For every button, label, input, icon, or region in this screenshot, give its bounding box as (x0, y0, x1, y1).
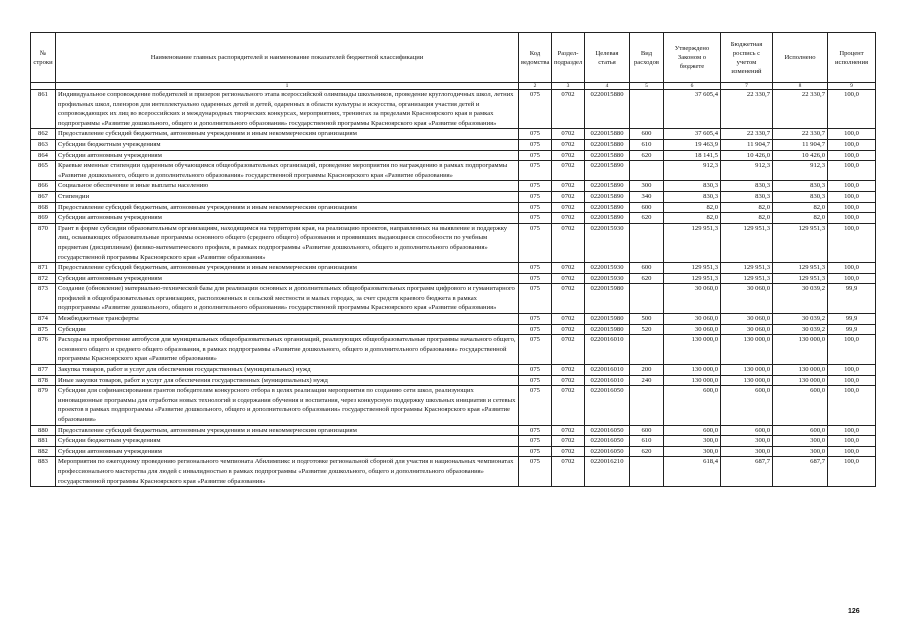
row-dept-code: 075 (519, 365, 552, 376)
row-number: 879 (31, 386, 56, 425)
row-target-article: 0220015890 (585, 191, 630, 202)
row-percent: 100,0 (828, 273, 876, 284)
table-row (31, 335, 876, 365)
row-approved: 130 000,0 (664, 335, 721, 365)
row-percent: 100,0 (828, 446, 876, 457)
row-section: 0702 (552, 375, 585, 386)
column-number (31, 83, 56, 90)
row-percent: 100,0 (828, 335, 876, 365)
row-target-article: 0220016010 (585, 335, 630, 365)
row-target-article: 0220015890 (585, 181, 630, 192)
row-expense-type (630, 90, 664, 129)
row-executed: 130 000,0 (773, 335, 828, 365)
row-executed: 830,3 (773, 191, 828, 202)
row-approved: 300,0 (664, 446, 721, 457)
row-executed: 129 951,3 (773, 273, 828, 284)
row-schedule: 300,0 (721, 436, 773, 447)
row-schedule: 129 951,3 (721, 223, 773, 262)
column-number: 4 (585, 83, 630, 90)
row-name: Субсидии автономным учреждениям (56, 446, 519, 457)
page-number: 126 (848, 608, 860, 615)
row-target-article: 0220015880 (585, 139, 630, 150)
row-expense-type (630, 161, 664, 181)
row-percent: 100,0 (828, 213, 876, 224)
row-section: 0702 (552, 223, 585, 262)
row-number: 864 (31, 150, 56, 161)
row-target-article: 0220015930 (585, 223, 630, 262)
row-number: 877 (31, 365, 56, 376)
row-section: 0702 (552, 150, 585, 161)
row-executed: 82,0 (773, 202, 828, 213)
row-executed: 30 039,2 (773, 284, 828, 314)
row-dept-code: 075 (519, 436, 552, 447)
row-expense-type (630, 284, 664, 314)
table-row (31, 191, 876, 202)
row-target-article: 0220016010 (585, 365, 630, 376)
row-name: Иные закупки товаров, работ и услуг для обеспечения государственных (муниципальных) нужд (56, 375, 519, 386)
row-section: 0702 (552, 386, 585, 425)
column-number: 6 (664, 83, 721, 90)
row-approved: 30 060,0 (664, 324, 721, 335)
row-section: 0702 (552, 457, 585, 487)
row-percent: 100,0 (828, 161, 876, 181)
row-section: 0702 (552, 161, 585, 181)
row-schedule: 830,3 (721, 191, 773, 202)
row-expense-type: 500 (630, 314, 664, 325)
row-approved: 30 060,0 (664, 284, 721, 314)
row-expense-type (630, 386, 664, 425)
row-executed: 129 951,3 (773, 263, 828, 274)
row-dept-code: 075 (519, 90, 552, 129)
row-schedule: 129 951,3 (721, 273, 773, 284)
row-name: Стипендии (56, 191, 519, 202)
row-number: 878 (31, 375, 56, 386)
row-section: 0702 (552, 139, 585, 150)
row-approved: 30 060,0 (664, 314, 721, 325)
budget-table (30, 32, 876, 487)
row-executed: 600,0 (773, 386, 828, 425)
row-name: Субсидии (56, 324, 519, 335)
column-number-row (31, 83, 876, 90)
table-row (31, 425, 876, 436)
row-executed: 600,0 (773, 425, 828, 436)
row-name: Социальное обеспечение и иные выплаты населению (56, 181, 519, 192)
row-name: Предоставление субсидий бюджетным, автономным учреждениям и иным некоммерческим организациям (56, 202, 519, 213)
table-row (31, 90, 876, 129)
row-percent: 100,0 (828, 129, 876, 140)
row-executed: 22 330,7 (773, 90, 828, 129)
row-name: Предоставление субсидий бюджетным, автономным учреждениям и иным некоммерческим организациям (56, 425, 519, 436)
row-executed: 830,3 (773, 181, 828, 192)
row-dept-code: 075 (519, 386, 552, 425)
row-percent: 100,0 (828, 375, 876, 386)
row-executed: 912,3 (773, 161, 828, 181)
row-schedule: 830,3 (721, 181, 773, 192)
row-target-article: 0220016210 (585, 457, 630, 487)
row-section: 0702 (552, 213, 585, 224)
row-name: Создание (обновление) материально-технической базы для реализации основных и дополнительных общеобразовательных программ цифрового и гуманитарного профилей в общеобразовательных организациях, расположенных в сельской местности и малых городах, за счет средств краевого бюджета в рамках подпрограммы «Развитие дошкольного, общего и дополнительного образования» государственной программы Красноярского края «Развитие образования» (56, 284, 519, 314)
row-executed: 300,0 (773, 446, 828, 457)
row-executed: 130 000,0 (773, 365, 828, 376)
column-number: 7 (721, 83, 773, 90)
row-section: 0702 (552, 446, 585, 457)
row-number: 870 (31, 223, 56, 262)
header-approved: Утверждено Законом о бюджете (664, 33, 721, 83)
row-approved: 18 141,5 (664, 150, 721, 161)
row-expense-type: 600 (630, 263, 664, 274)
column-number: 3 (552, 83, 585, 90)
table-row (31, 161, 876, 181)
table-row (31, 365, 876, 376)
table-body (31, 90, 876, 487)
row-percent: 99,9 (828, 284, 876, 314)
row-percent: 100,0 (828, 365, 876, 376)
header-executed: Исполнено (773, 33, 828, 83)
row-executed: 687,7 (773, 457, 828, 487)
row-percent: 99,9 (828, 324, 876, 335)
row-dept-code: 075 (519, 129, 552, 140)
row-dept-code: 075 (519, 139, 552, 150)
row-approved: 830,3 (664, 181, 721, 192)
row-expense-type (630, 223, 664, 262)
row-number: 867 (31, 191, 56, 202)
row-percent: 100,0 (828, 181, 876, 192)
row-schedule: 687,7 (721, 457, 773, 487)
row-target-article: 0220015930 (585, 263, 630, 274)
row-number: 876 (31, 335, 56, 365)
table-row (31, 181, 876, 192)
row-percent: 100,0 (828, 202, 876, 213)
row-target-article: 0220015980 (585, 314, 630, 325)
row-expense-type: 520 (630, 324, 664, 335)
row-name: Субсидии бюджетным учреждениям (56, 436, 519, 447)
row-percent: 100,0 (828, 223, 876, 262)
table-row (31, 324, 876, 335)
row-percent: 100,0 (828, 191, 876, 202)
row-percent: 100,0 (828, 436, 876, 447)
row-dept-code: 075 (519, 375, 552, 386)
row-expense-type: 610 (630, 436, 664, 447)
row-section: 0702 (552, 436, 585, 447)
row-expense-type: 610 (630, 139, 664, 150)
row-target-article: 0220016010 (585, 375, 630, 386)
row-dept-code: 075 (519, 273, 552, 284)
row-expense-type: 620 (630, 213, 664, 224)
row-approved: 618,4 (664, 457, 721, 487)
row-dept-code: 075 (519, 202, 552, 213)
row-dept-code: 075 (519, 446, 552, 457)
row-dept-code: 075 (519, 223, 552, 262)
row-name: Субсидии для софинансирования грантов победителям конкурсного отбора в целях реализации мероприятия по созданию сети школ, реализующих инновационные программы для отработки новых технологий и содержания обучения и воспитания, через конкурсную поддержку школьных инициатив и сетевых проектов в рамках подпрограммы «Развитие дошкольного, общего и дополнительного образования» государственной программы Красноярского края «Развитие образования» (56, 386, 519, 425)
row-schedule: 130 000,0 (721, 365, 773, 376)
row-executed: 22 330,7 (773, 129, 828, 140)
row-approved: 129 951,3 (664, 273, 721, 284)
row-number: 872 (31, 273, 56, 284)
row-target-article: 0220016050 (585, 436, 630, 447)
row-number: 865 (31, 161, 56, 181)
row-approved: 129 951,3 (664, 263, 721, 274)
row-dept-code: 075 (519, 457, 552, 487)
row-approved: 130 000,0 (664, 365, 721, 376)
row-dept-code: 075 (519, 324, 552, 335)
table-row (31, 436, 876, 447)
row-approved: 37 605,4 (664, 129, 721, 140)
row-number: 874 (31, 314, 56, 325)
row-schedule: 30 060,0 (721, 314, 773, 325)
row-expense-type: 340 (630, 191, 664, 202)
row-expense-type: 300 (630, 181, 664, 192)
row-approved: 830,3 (664, 191, 721, 202)
row-approved: 129 951,3 (664, 223, 721, 262)
row-target-article: 0220015890 (585, 213, 630, 224)
row-expense-type: 620 (630, 273, 664, 284)
row-percent: 100,0 (828, 90, 876, 129)
table-row (31, 213, 876, 224)
row-section: 0702 (552, 365, 585, 376)
header-exp-type: Вид расходов (630, 33, 664, 83)
row-dept-code: 075 (519, 335, 552, 365)
row-schedule: 130 000,0 (721, 375, 773, 386)
row-schedule: 82,0 (721, 213, 773, 224)
row-schedule: 22 330,7 (721, 129, 773, 140)
table-row (31, 129, 876, 140)
row-expense-type: 620 (630, 446, 664, 457)
row-executed: 129 951,3 (773, 223, 828, 262)
row-percent: 100,0 (828, 139, 876, 150)
table-row (31, 223, 876, 262)
header-dept: Код ведомства (519, 33, 552, 83)
row-approved: 912,3 (664, 161, 721, 181)
row-name: Субсидии автономным учреждениям (56, 273, 519, 284)
row-section: 0702 (552, 273, 585, 284)
row-dept-code: 075 (519, 263, 552, 274)
row-name: Субсидии автономным учреждениям (56, 150, 519, 161)
row-approved: 600,0 (664, 386, 721, 425)
row-name: Предоставление субсидий бюджетным, автономным учреждениям и иным некоммерческим организациям (56, 129, 519, 140)
row-name: Межбюджетные трансферты (56, 314, 519, 325)
row-section: 0702 (552, 129, 585, 140)
row-target-article: 0220015880 (585, 150, 630, 161)
header-target: Целевая статья (585, 33, 630, 83)
row-number: 871 (31, 263, 56, 274)
row-section: 0702 (552, 202, 585, 213)
header-section: Раздел- подраздел (552, 33, 585, 83)
row-expense-type (630, 457, 664, 487)
row-dept-code: 075 (519, 191, 552, 202)
row-schedule: 600,0 (721, 425, 773, 436)
row-schedule: 600,0 (721, 386, 773, 425)
row-number: 883 (31, 457, 56, 487)
row-percent: 100,0 (828, 386, 876, 425)
row-schedule: 130 000,0 (721, 335, 773, 365)
row-percent: 100,0 (828, 457, 876, 487)
row-name: Индивидуальное сопровождение победителей и призеров регионального этапа всероссийской олимпиады школьников, проведение круглогодичных школ, летних профильных школ, пленэров для интеллектуально одаренных детей и детей, одаренных в области культуры и искусства, организация участия детей и сопровождающих их лиц во всероссийских и международных творческих конкурсах, мероприятиях, тренингах за пределами Красноярского края в рамках подпрограммы «Развитие дошкольного, общего и дополнительного образования» государственной программы Красноярского края «Развитие образования» (56, 90, 519, 129)
row-dept-code: 075 (519, 425, 552, 436)
row-approved: 82,0 (664, 213, 721, 224)
row-expense-type: 600 (630, 129, 664, 140)
row-dept-code: 075 (519, 314, 552, 325)
row-expense-type (630, 335, 664, 365)
table-row (31, 446, 876, 457)
table-row (31, 273, 876, 284)
table-row (31, 202, 876, 213)
table-row (31, 375, 876, 386)
header-row-no: № строки (31, 33, 56, 83)
row-schedule: 82,0 (721, 202, 773, 213)
row-dept-code: 075 (519, 181, 552, 192)
row-number: 875 (31, 324, 56, 335)
row-schedule: 30 060,0 (721, 284, 773, 314)
row-schedule: 30 060,0 (721, 324, 773, 335)
row-target-article: 0220016050 (585, 425, 630, 436)
row-schedule: 129 951,3 (721, 263, 773, 274)
row-section: 0702 (552, 181, 585, 192)
header-percent: Процент исполнения (828, 33, 876, 83)
row-executed: 30 039,2 (773, 314, 828, 325)
row-section: 0702 (552, 284, 585, 314)
row-name: Мероприятия по ежегодному проведению регионального чемпионата Абилимпикс и подготовке региональной сборной для участия в национальных чемпионатах профессионального мастерства для людей с инвалидностью в рамках подпрограммы «Развитие дошкольного, общего и дополнительного образования» государственной программы Красноярского края «Развитие образования» (56, 457, 519, 487)
row-executed: 11 904,7 (773, 139, 828, 150)
column-number: 5 (630, 83, 664, 90)
row-executed: 300,0 (773, 436, 828, 447)
row-executed: 82,0 (773, 213, 828, 224)
row-schedule: 912,3 (721, 161, 773, 181)
header-name: Наименование главных распорядителей и наименование показателей бюджетной классификации (56, 33, 519, 83)
table-row (31, 139, 876, 150)
row-target-article: 0220015980 (585, 284, 630, 314)
table-row (31, 263, 876, 274)
row-expense-type: 620 (630, 150, 664, 161)
row-number: 869 (31, 213, 56, 224)
table-row (31, 457, 876, 487)
row-approved: 600,0 (664, 425, 721, 436)
header-schedule: Бюджетная роспись с учетом изменений (721, 33, 773, 83)
row-section: 0702 (552, 263, 585, 274)
row-name: Предоставление субсидий бюджетным, автономным учреждениям и иным некоммерческим организациям (56, 263, 519, 274)
column-number: 1 (56, 83, 519, 90)
row-percent: 100,0 (828, 263, 876, 274)
row-number: 882 (31, 446, 56, 457)
column-number: 9 (828, 83, 876, 90)
row-expense-type: 240 (630, 375, 664, 386)
row-number: 866 (31, 181, 56, 192)
row-schedule: 300,0 (721, 446, 773, 457)
row-dept-code: 075 (519, 161, 552, 181)
row-section: 0702 (552, 90, 585, 129)
row-percent: 99,9 (828, 314, 876, 325)
row-executed: 130 000,0 (773, 375, 828, 386)
table-row (31, 314, 876, 325)
column-number: 2 (519, 83, 552, 90)
table-row (31, 150, 876, 161)
row-section: 0702 (552, 335, 585, 365)
row-dept-code: 075 (519, 284, 552, 314)
row-number: 880 (31, 425, 56, 436)
row-approved: 130 000,0 (664, 375, 721, 386)
column-number: 8 (773, 83, 828, 90)
row-target-article: 0220015890 (585, 161, 630, 181)
row-target-article: 0220016050 (585, 446, 630, 457)
row-name: Краевые именные стипендии одаренным обучающимся общеобразовательных организаций, проведение мероприятия по награждению в рамках подпрограммы «Развитие дошкольного, общего и дополнительного образования» государственной программы Красноярского края «Развитие образования» (56, 161, 519, 181)
row-approved: 300,0 (664, 436, 721, 447)
table-row (31, 386, 876, 425)
row-number: 881 (31, 436, 56, 447)
row-schedule: 22 330,7 (721, 90, 773, 129)
row-target-article: 0220016050 (585, 386, 630, 425)
row-section: 0702 (552, 191, 585, 202)
row-schedule: 10 426,0 (721, 150, 773, 161)
row-name: Грант в форме субсидии образовательным организациям, находящимся на территории края, на реализацию проектов, направленных на выявление и поддержку лиц, осваивающих образовательные программы основного общего (среднего общего) образования и проявивших выдающиеся способности по учебным предметам (дисциплинам) физико-математического профиля, в рамках подпрограммы «Развитие дошкольного, общего и дополнительного образования» государственной программы Красноярского края «Развитие образования» (56, 223, 519, 262)
row-name: Субсидии автономным учреждениям (56, 213, 519, 224)
row-target-article: 0220015980 (585, 324, 630, 335)
row-percent: 100,0 (828, 150, 876, 161)
row-number: 873 (31, 284, 56, 314)
row-dept-code: 075 (519, 213, 552, 224)
row-target-article: 0220015880 (585, 129, 630, 140)
row-section: 0702 (552, 314, 585, 325)
row-expense-type: 200 (630, 365, 664, 376)
row-name: Расходы на приобретение автобусов для муниципальных общеобразовательных организаций, реализующих общеобразовательные программы начального общего, основного общего и среднего общего образования, в рамках подпрограммы «Развитие дошкольного, общего и дополнительного образования» государственной программы Красноярского края «Развитие образования» (56, 335, 519, 365)
row-name: Закупка товаров, работ и услуг для обеспечения государственных (муниципальных) нужд (56, 365, 519, 376)
row-approved: 19 463,9 (664, 139, 721, 150)
row-section: 0702 (552, 425, 585, 436)
row-section: 0702 (552, 324, 585, 335)
row-number: 868 (31, 202, 56, 213)
row-executed: 10 426,0 (773, 150, 828, 161)
row-number: 862 (31, 129, 56, 140)
row-target-article: 0220015890 (585, 202, 630, 213)
row-dept-code: 075 (519, 150, 552, 161)
row-approved: 82,0 (664, 202, 721, 213)
row-number: 861 (31, 90, 56, 129)
row-percent: 100,0 (828, 425, 876, 436)
row-number: 863 (31, 139, 56, 150)
row-expense-type: 600 (630, 202, 664, 213)
table-row (31, 284, 876, 314)
row-target-article: 0220015930 (585, 273, 630, 284)
row-name: Субсидии бюджетным учреждениям (56, 139, 519, 150)
row-approved: 37 605,4 (664, 90, 721, 129)
row-target-article: 0220015880 (585, 90, 630, 129)
row-schedule: 11 904,7 (721, 139, 773, 150)
row-executed: 30 039,2 (773, 324, 828, 335)
row-expense-type: 600 (630, 425, 664, 436)
